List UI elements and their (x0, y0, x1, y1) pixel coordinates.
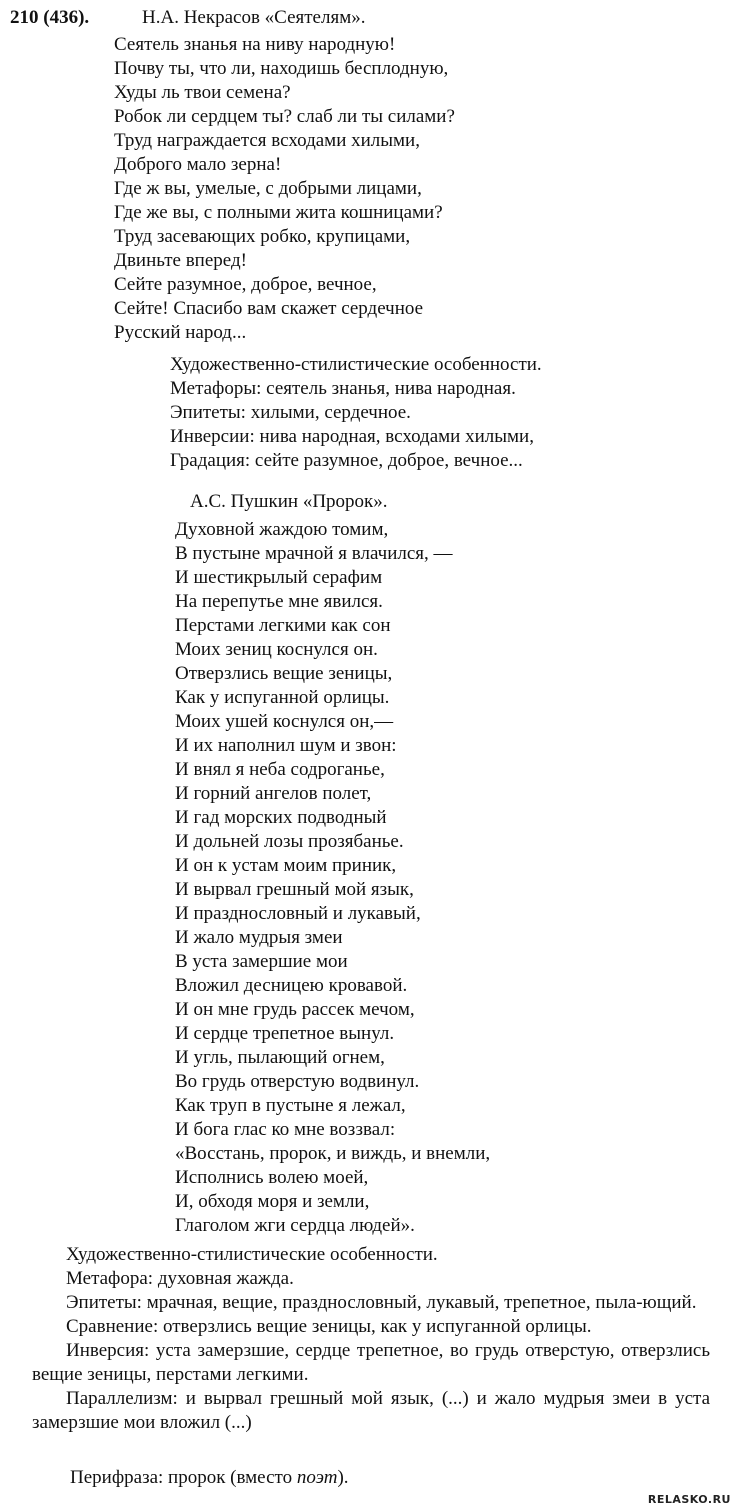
poem-line: Робок ли сердцем ты? слаб ли ты силами? (114, 106, 455, 127)
poem-line: Сейте разумное, доброе, вечное, (114, 274, 377, 295)
poem-line: Как у испуганной орлицы. (175, 687, 390, 708)
poem2-text (175, 518, 490, 1238)
poem-line: Почву ты, что ли, находишь бесплодную, (114, 58, 449, 79)
poem-line: И сердце трепетное вынул. (175, 1023, 395, 1044)
poem-line: Духовной жаждою томим, (175, 519, 389, 540)
analysis-line: Эпитеты: хилыми, сердечное. (170, 402, 411, 423)
poem-line: Как труп в пустыне я лежал, (175, 1095, 406, 1116)
analysis1-block (170, 353, 542, 473)
poem-line: Доброго мало зерна! (114, 154, 282, 175)
poem-line: И он к устам моим приник, (175, 855, 397, 876)
analysis-line: Инверсии: нива народная, всходами хилыми, (170, 426, 534, 447)
poem-line: И жало мудрыя змеи (175, 927, 343, 948)
poem-line: И гад морских подводный (175, 807, 387, 828)
poem-line: Моих зениц коснулся он. (175, 639, 378, 660)
poem1-text (114, 33, 455, 345)
poem-line: Исполнись волею моей, (175, 1167, 369, 1188)
poem-line: В уста замершие мои (175, 951, 348, 972)
poem-line: И внял я неба содроганье, (175, 759, 385, 780)
analysis2-inversion: Инверсия: уста замерзшие, сердце трепетное, во грудь отверстую, отверзлись вещие зеницы, перстами легкими. (32, 1340, 710, 1385)
analysis2-parallelism: Параллелизм: и вырвал грешный мой язык, (...) и жало мудрыя змеи в уста замерзшие мои вложил (...) (32, 1388, 710, 1433)
analysis2-comparison: Сравнение: отверзлись вещие зеницы, как у испуганной орлицы. (66, 1316, 592, 1337)
poem-line: И горний ангелов полет, (175, 783, 372, 804)
poem-line: Где ж вы, умелые, с добрыми лицами, (114, 178, 422, 199)
poem-line: Труд награждается всходами хилыми, (114, 130, 420, 151)
poem2-title: А.С. Пушкин «Пророк». (190, 491, 388, 512)
poem-line: И дольней лозы прозябанье. (175, 831, 404, 852)
poem-line: И бога глас ко мне воззвал: (175, 1119, 396, 1140)
poem1-title: Н.А. Некрасов «Сеятелям». (142, 7, 366, 28)
poem-line: И он мне грудь рассек мечом, (175, 999, 415, 1020)
poem-line: Отверзлись вещие зеницы, (175, 663, 393, 684)
poem-line: И их наполнил шум и звон: (175, 735, 397, 756)
periphrasis-text: Перифраза: пророк (вместо (70, 1467, 297, 1488)
poem-line: И угль, пылающий огнем, (175, 1047, 385, 1068)
poem-line: Глаголом жги сердца людей». (175, 1215, 415, 1236)
poem-line: И шестикрылый серафим (175, 567, 383, 588)
analysis2-metaphor: Метафора: духовная жажда. (66, 1268, 294, 1289)
periphrasis-word: поэт (296, 1467, 338, 1488)
analysis-line: Художественно-стилистические особенности. (170, 354, 542, 375)
analysis-line: Метафоры: сеятель знанья, нива народная. (170, 378, 516, 399)
poem-line: Перстами легкими как сон (175, 615, 391, 636)
poem-line: Худы ль твои семена? (114, 82, 291, 103)
poem-line: Где же вы, с полными жита кошницами? (114, 202, 443, 223)
poem-line: Двиньте вперед! (114, 250, 247, 271)
poem-line: Во грудь отверстую водвинул. (175, 1071, 420, 1092)
poem-line: В пустыне мрачной я влачился, — (175, 543, 453, 564)
analysis2-heading: Художественно-стилистические особенности. (66, 1244, 438, 1265)
watermark: RELASKO.RU (647, 1493, 731, 1506)
poem-line: Сеятель знанья на ниву народную! (114, 34, 396, 55)
analysis2-block (32, 1243, 710, 1435)
poem-line: Труд засевающих робко, крупицами, (114, 226, 411, 247)
poem-line: Моих ушей коснулся он,— (175, 711, 394, 732)
poem-line: И, обходя моря и земли, (175, 1191, 370, 1212)
periphrasis-end: ). (337, 1467, 349, 1488)
poem-line: На перепутье мне явился. (175, 591, 383, 612)
poem-line: Сейте! Спасибо вам скажет сердечное (114, 298, 424, 319)
poem-line: Вложил десницею кровавой. (175, 975, 408, 996)
poem-line: И празднословный и лукавый, (175, 903, 421, 924)
poem-line: Русский народ... (114, 322, 247, 343)
analysis2-periphrasis (70, 1466, 349, 1490)
analysis2-epithets: Эпитеты: мрачная, вещие, празднословный, лукавый, трепетное, пыла-ющий. (66, 1292, 697, 1313)
poem-line: И вырвал грешный мой язык, (175, 879, 414, 900)
analysis-line: Градация: сейте разумное, доброе, вечное... (170, 450, 523, 471)
poem-line: «Восстань, пророк, и виждь, и внемли, (175, 1143, 491, 1164)
task-number: 210 (436). (10, 7, 90, 28)
